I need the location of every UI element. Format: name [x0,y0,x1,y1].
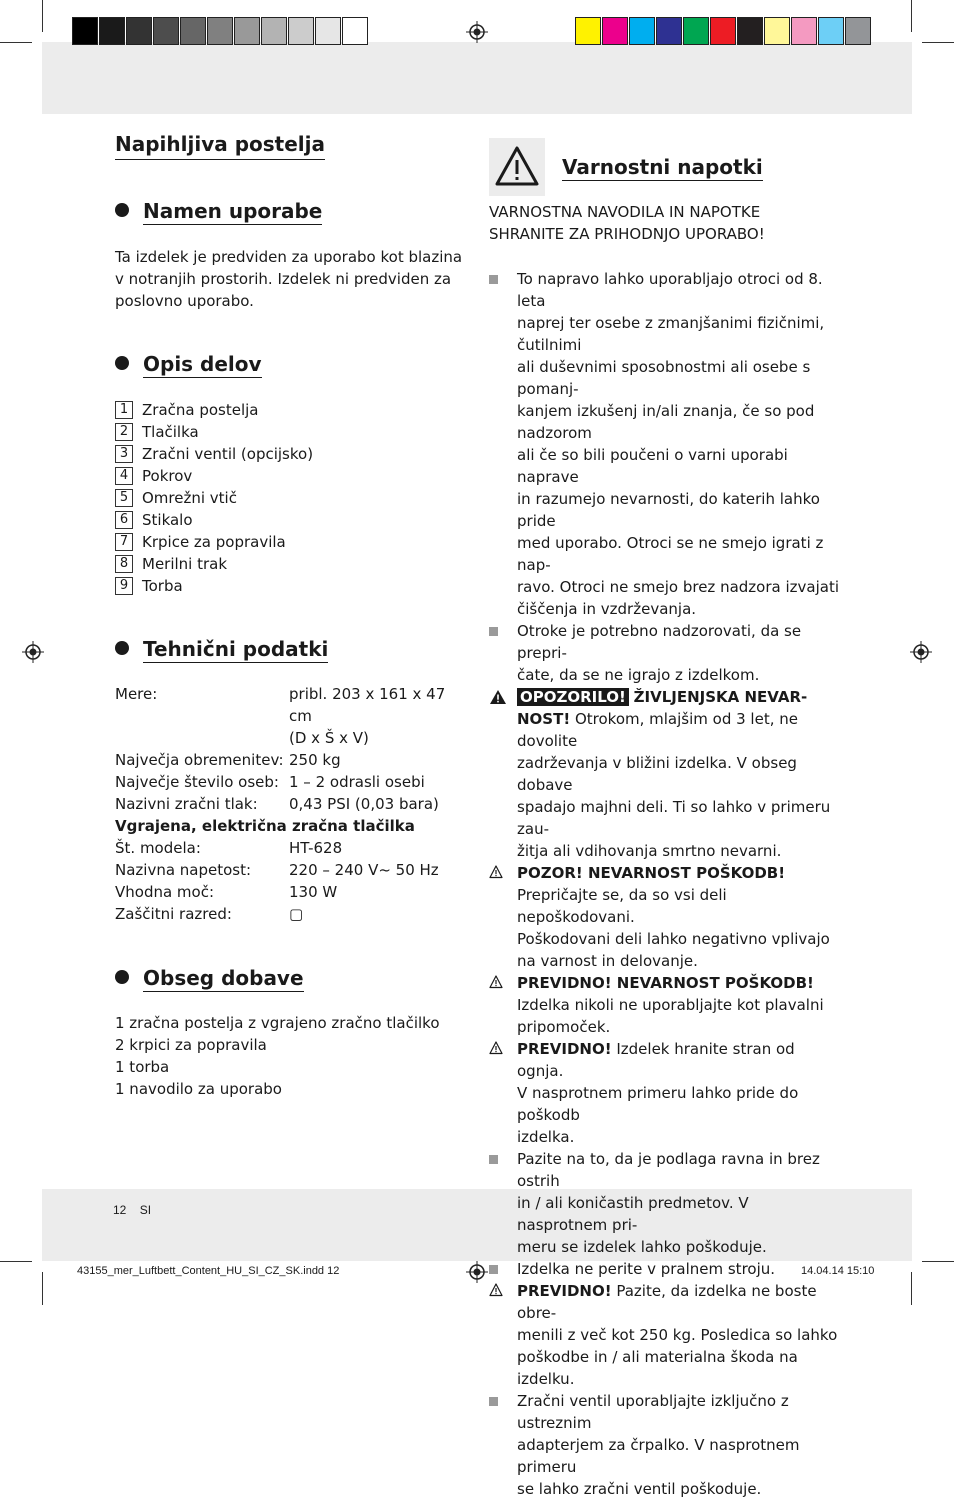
language-code: SI [139,1203,152,1217]
text-segment: Izdelek hranite stran od ognja. [517,1040,795,1080]
row-value: 0,43 PSI (0,03 bara) [289,795,439,813]
row-key: Št. modela: [115,839,201,857]
caution-triangle-icon [489,1283,503,1297]
table-row [115,903,469,925]
bullet-icon [115,356,129,370]
slug-file: 43155_mer_Luftbett_Content_HU_SI_CZ_SK.indd 12 [77,1265,340,1277]
slug-date: 14.04.14 15:10 [801,1265,875,1277]
list-item: 1 navodilo za uporabo [115,1080,282,1098]
item-content [517,972,839,1038]
caution-title: POZOR! NEVARNOST POŠKODB! [517,864,786,882]
color-swatch [342,17,368,45]
text-line: pripomoček. [517,1018,611,1036]
part-item [115,509,313,531]
table-row [115,881,469,903]
technical-data-table [115,683,469,815]
item-content [517,1258,839,1280]
text-line: zadrževanja v bližini izdelka. V obseg dobave [517,754,797,794]
square-bullet-icon [489,275,498,284]
color-swatch [683,17,709,45]
table-row [115,837,469,859]
color-swatch [656,17,682,45]
text-line: Ta izdelek je predviden za uporabo kot blazina [115,248,463,266]
text-line: kanjem izkušenj in/ali znanja, če so pod nadzorom [517,402,815,442]
part-item [115,487,313,509]
row-key: Mere: [115,685,158,703]
registration-mark-icon [466,1261,488,1283]
warning-triangle-icon [489,138,545,196]
row-value: ▢ [289,905,304,923]
table-row [115,683,469,727]
registration-mark-icon [466,21,488,43]
bullet-icon [115,203,129,217]
grayscale-color-bar [72,17,369,47]
text-line: ali če so bili poučeni o varni uporabi naprave [517,446,788,486]
text-line: adapterjem za črpalko. V nasprotnem primeru [517,1436,800,1476]
row-value: 250 kg [289,751,341,769]
color-swatch [845,17,871,45]
text-line: med uporabo. Otroci se ne smejo igrati z nap- [517,534,824,574]
pump-heading: Vgrajena, električna zračna tlačilka [115,817,415,835]
safety-item [489,1148,839,1258]
row-key [115,727,289,749]
text-line [517,686,839,708]
text-segment: Pazite, da izdelka ne boste obre- [517,1282,817,1322]
square-bullet-icon [489,1265,498,1274]
row-value: pribl. 203 x 161 x 47 cm [289,685,446,725]
row-value: 1 – 2 odrasli osebi [289,773,425,791]
table-row [115,749,469,771]
part-number: 8 [115,555,133,573]
text-line: izdelka. [517,1128,575,1146]
text-line: žitja ali vdihovanja smrtno nevarni. [517,842,782,860]
part-label: Zračni ventil (opcijsko) [142,445,314,463]
section-scope-of-delivery [115,964,304,992]
list-item: 2 krpici za popravila [115,1036,267,1054]
warning-filled-icon [489,689,507,705]
safety-intro [489,201,765,245]
page-number [113,1203,151,1217]
section-safety [562,153,763,181]
text-line: To napravo lahko uporabljajo otroci od 8. leta [517,270,823,310]
text-line: Prepričajte se, da so vsi deli nepoškodovani. [517,886,727,926]
caution-title: PREVIDNO! [517,1282,612,1300]
safety-item [489,1038,839,1148]
safety-item [489,862,839,972]
caution-triangle-icon [489,865,503,879]
item-marker [489,268,517,620]
safety-item [489,686,839,862]
text-line: Otroke je potrebno nadzorovati, da se prepri- [517,622,802,662]
warning-title: NOST! [517,710,571,728]
item-content [517,686,839,862]
section-technical-data [115,635,328,663]
color-swatch [764,17,790,45]
scope-list [115,1012,440,1100]
text-line: Izdelka nikoli ne uporabljajte kot plavalni [517,996,824,1014]
caution-triangle-icon [489,975,503,989]
part-number: 5 [115,489,133,507]
part-label: Tlačilka [142,423,199,441]
registration-mark-icon [910,641,932,663]
safety-item [489,620,839,686]
part-label: Krpice za popravila [142,533,286,551]
section-intended-use [115,197,322,225]
warning-badge: OPOZORILO! [517,688,629,706]
row-value: 130 W [289,883,338,901]
color-swatch [602,17,628,45]
text-line: čate, da se ne igrajo z izdelkom. [517,666,760,684]
row-key: Vhodna moč: [115,883,215,901]
part-label: Omrežni vtič [142,489,237,507]
color-swatch [180,17,206,45]
row-key: Največje število oseb: [115,773,279,791]
registration-mark-icon [22,641,44,663]
item-marker [489,686,517,862]
part-item [115,421,313,443]
text-line: Pazite na to, da je podlaga ravna in brez ostrih [517,1150,820,1190]
safety-item [489,268,839,620]
row-value: (D x Š x V) [289,729,369,747]
text-line: poslovno uporabo. [115,292,254,310]
text-line: ravo. Otroci ne smejo brez nadzora izvajati [517,578,839,596]
list-item: 1 zračna postelja z vgrajeno zračno tlačilko [115,1014,440,1032]
part-item [115,443,313,465]
color-swatch [791,17,817,45]
warning-title: ŽIVLJENJSKA NEVAR- [633,688,808,706]
caution-title: PREVIDNO! [517,1040,612,1058]
part-item [115,553,313,575]
part-number: 7 [115,533,133,551]
text-segment: Otrokom, mlajšim od 3 let, ne dovolite [517,710,798,750]
row-key: Nazivna napetost: [115,861,252,879]
list-item: 1 torba [115,1058,170,1076]
cmyk-color-bar [575,17,872,47]
section-heading: Varnostni napotki [562,155,763,179]
safety-item [489,972,839,1038]
item-marker [489,972,517,1038]
item-marker [489,620,517,686]
part-number: 6 [115,511,133,529]
text-line: Poškodovani deli lahko negativno vplivajo [517,930,830,948]
row-key: Nazivni zračni tlak: [115,795,258,813]
section-heading: Opis delov [143,352,262,376]
item-marker [489,1258,517,1280]
table-row [115,771,469,793]
safety-item [489,1280,839,1390]
part-number: 9 [115,577,133,595]
color-swatch [818,17,844,45]
part-label: Zračna postelja [142,401,259,419]
safety-item [489,1258,839,1280]
part-number: 3 [115,445,133,463]
table-row [115,793,469,815]
item-content [517,1148,839,1258]
item-marker [489,1390,517,1500]
color-swatch [710,17,736,45]
caution-triangle-icon [489,1041,503,1055]
text-line: menili z več kot 250 kg. Posledica so lahko [517,1326,838,1344]
square-bullet-icon [489,1397,498,1406]
part-label: Merilni trak [142,555,228,573]
text-line: SHRANITE ZA PRIHODNJO UPORABO! [489,225,765,243]
color-swatch [575,17,601,45]
color-swatch [99,17,125,45]
text-line: naprej ter osebe z zmanjšanimi fizičnimi, čutilnimi [517,314,825,354]
row-value: HT-628 [289,839,343,857]
section-heading: Obseg dobave [143,966,304,990]
color-swatch [629,17,655,45]
text-line: Zračni ventil uporabljajte izključno z ustreznim [517,1392,789,1432]
color-swatch [737,17,763,45]
square-bullet-icon [489,627,498,636]
warning-box [489,138,545,196]
part-label: Pokrov [142,467,193,485]
safety-item [489,1390,839,1500]
text-line: in / ali koničastih predmetov. V nasprotnem pri- [517,1194,749,1234]
page-number-value: 12 [113,1203,127,1217]
part-number: 1 [115,401,133,419]
text-line [517,862,839,884]
bullet-icon [115,970,129,984]
part-number: 2 [115,423,133,441]
pump-data-table [115,837,469,925]
color-swatch [126,17,152,45]
color-swatch [234,17,260,45]
item-marker [489,1280,517,1390]
section-parts [115,350,262,378]
text-line: na varnost in delovanje. [517,952,698,970]
text-line [517,1280,839,1324]
color-swatch [153,17,179,45]
caution-title: PREVIDNO! NEVARNOST POŠKODB! [517,974,814,992]
item-content [517,1390,839,1500]
part-label: Torba [142,577,183,595]
bullet-icon [115,641,129,655]
text-line: VARNOSTNA NAVODILA IN NAPOTKE [489,203,761,221]
item-marker [489,1038,517,1148]
part-label: Stikalo [142,511,193,529]
item-marker [489,1148,517,1258]
color-swatch [261,17,287,45]
table-row [115,727,469,749]
row-value: 220 – 240 V~ 50 Hz [289,861,439,879]
text-line [517,1038,839,1082]
row-key: Največja obremenitev: [115,751,284,769]
part-number: 4 [115,467,133,485]
table-row [115,859,469,881]
color-swatch [288,17,314,45]
part-item [115,575,313,597]
text-line [517,708,839,752]
text-line: se lahko zračni ventil poškoduje. [517,1480,762,1498]
text-line: meru se izdelek lahko poškoduje. [517,1238,767,1256]
item-content [517,620,839,686]
text-line: spadajo majhni deli. Ti so lahko v primeru zau- [517,798,831,838]
color-swatch [207,17,233,45]
text-line: V nasprotnem primeru lahko pride do poškodb [517,1084,799,1124]
section-heading: Namen uporabe [143,199,323,223]
section-heading: Tehnični podatki [143,637,329,661]
item-content [517,1280,839,1390]
item-marker [489,862,517,972]
intended-use-text [115,246,462,312]
text-line: in razumejo nevarnosti, do katerih lahko pride [517,490,820,530]
color-swatch [315,17,341,45]
safety-list [489,268,839,1500]
header-band [42,42,912,114]
text-line: Izdelka ne perite v pralnem stroju. [517,1260,776,1278]
text-line: ali duševnimi sposobnostmi ali osebe s pomanj- [517,358,811,398]
text-line: v notranjih prostorih. Izdelek ni predviden za [115,270,452,288]
part-item [115,531,313,553]
item-content [517,862,839,972]
text-line: čiščenja in vzdrževanja. [517,600,697,618]
part-item [115,465,313,487]
row-key: Zaščitni razred: [115,905,232,923]
page-title: Napihljiva postelja [115,130,325,160]
item-content [517,268,839,620]
text-line [517,972,839,994]
part-item [115,399,313,421]
square-bullet-icon [489,1155,498,1164]
item-content [517,1038,839,1148]
text-line: poškodbe in / ali materialna škoda na izdelku. [517,1348,798,1388]
color-swatch [72,17,98,45]
parts-list [115,399,313,597]
